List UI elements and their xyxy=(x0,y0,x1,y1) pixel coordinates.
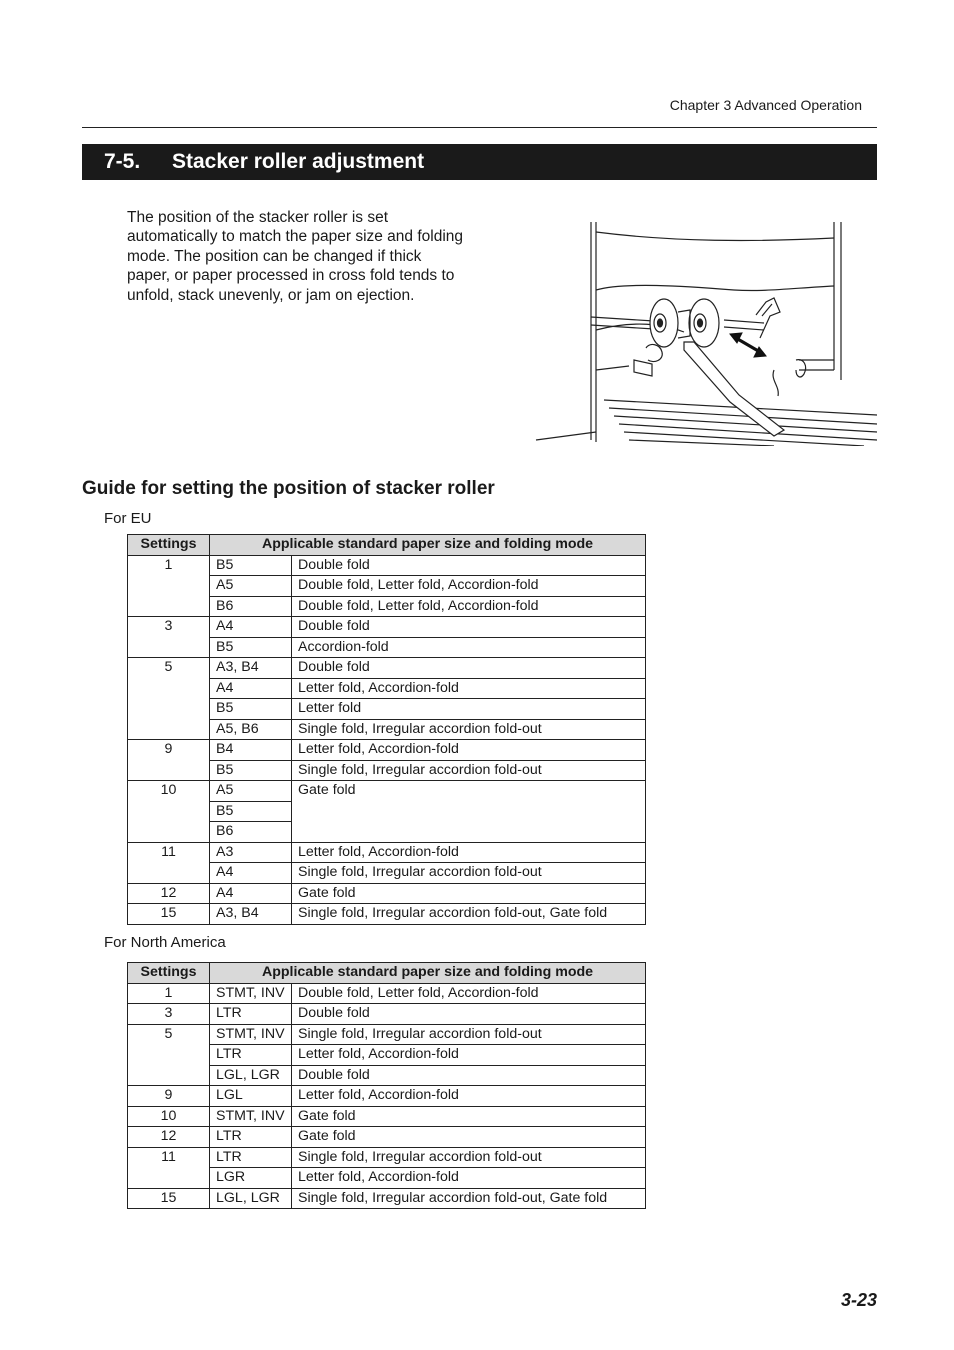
table-row xyxy=(128,740,646,761)
setting-cell: 10 xyxy=(128,781,210,843)
size-cell: STMT, INV xyxy=(210,1106,292,1127)
setting-cell: 15 xyxy=(128,904,210,925)
table-row xyxy=(128,1106,646,1127)
size-cell: LTR xyxy=(210,1147,292,1168)
mode-cell: Letter fold, Accordion-fold xyxy=(292,1168,646,1189)
mode-cell: Double fold xyxy=(292,658,646,679)
table-row xyxy=(128,658,646,679)
settings-header: Settings xyxy=(128,535,210,556)
table-row xyxy=(128,883,646,904)
mode-cell: Single fold, Irregular accordion fold-out xyxy=(292,719,646,740)
mode-cell: Letter fold, Accordion-fold xyxy=(292,740,646,761)
size-cell: LTR xyxy=(210,1004,292,1025)
setting-cell: 5 xyxy=(128,1024,210,1086)
mode-cell: Single fold, Irregular accordion fold-out xyxy=(292,1024,646,1045)
size-cell: A3 xyxy=(210,842,292,863)
table-row xyxy=(128,842,646,863)
setting-cell: 9 xyxy=(128,740,210,781)
size-cell: LGR xyxy=(210,1168,292,1189)
na-settings-table xyxy=(127,962,646,1209)
mode-cell: Letter fold, Accordion-fold xyxy=(292,1045,646,1066)
table-row xyxy=(128,781,646,802)
size-cell: B5 xyxy=(210,801,292,822)
eu-settings-table xyxy=(127,534,646,925)
eu-label: For EU xyxy=(104,510,152,527)
size-cell: B4 xyxy=(210,740,292,761)
mode-cell: Single fold, Irregular accordion fold-out xyxy=(292,1147,646,1168)
mode-cell: Double fold xyxy=(292,555,646,576)
mode-cell: Letter fold xyxy=(292,699,646,720)
size-cell: A5 xyxy=(210,781,292,802)
na-label: For North America xyxy=(104,934,226,951)
mode-cell: Letter fold, Accordion-fold xyxy=(292,1086,646,1107)
guide-heading: Guide for setting the position of stacker roller xyxy=(82,478,495,499)
setting-cell: 1 xyxy=(128,555,210,617)
mode-cell: Letter fold, Accordion-fold xyxy=(292,842,646,863)
table-row xyxy=(128,1188,646,1209)
setting-cell: 9 xyxy=(128,1086,210,1107)
table-header-row xyxy=(128,535,646,556)
size-cell: A4 xyxy=(210,883,292,904)
size-cell: B5 xyxy=(210,760,292,781)
size-cell: B5 xyxy=(210,699,292,720)
applicable-header: Applicable standard paper size and folding mode xyxy=(210,535,646,556)
setting-cell: 15 xyxy=(128,1188,210,1209)
table-row xyxy=(128,983,646,1004)
size-cell: B6 xyxy=(210,822,292,843)
setting-cell: 1 xyxy=(128,983,210,1004)
size-cell: STMT, INV xyxy=(210,1024,292,1045)
table-row xyxy=(128,555,646,576)
stacker-roller-illustration xyxy=(534,220,877,446)
mode-cell: Single fold, Irregular accordion fold-out xyxy=(292,863,646,884)
mode-cell: Single fold, Irregular accordion fold-out, Gate fold xyxy=(292,1188,646,1209)
setting-cell: 5 xyxy=(128,658,210,740)
mode-cell: Double fold, Letter fold, Accordion-fold xyxy=(292,983,646,1004)
header-rule xyxy=(82,127,877,128)
size-cell: LGL xyxy=(210,1086,292,1107)
applicable-header: Applicable standard paper size and folding mode xyxy=(210,963,646,984)
table-row xyxy=(128,1004,646,1025)
size-cell: A4 xyxy=(210,863,292,884)
mode-cell: Double fold, Letter fold, Accordion-fold xyxy=(292,576,646,597)
table-row xyxy=(128,617,646,638)
mode-cell: Double fold xyxy=(292,617,646,638)
setting-cell: 12 xyxy=(128,1127,210,1148)
mode-cell: Single fold, Irregular accordion fold-out, Gate fold xyxy=(292,904,646,925)
size-cell: A5 xyxy=(210,576,292,597)
intro-paragraph: The position of the stacker roller is set automatically to match the paper size and folding mode. The position can be changed if thick paper, or paper processed in cross fold tends to unfold, stack unevenly, or jam on ejection. xyxy=(127,209,464,304)
size-cell: A4 xyxy=(210,678,292,699)
mode-cell: Gate fold xyxy=(292,883,646,904)
section-number: 7-5. xyxy=(104,150,141,173)
size-cell: STMT, INV xyxy=(210,983,292,1004)
setting-cell: 3 xyxy=(128,617,210,658)
section-title: Stacker roller adjustment xyxy=(172,150,425,173)
setting-cell: 10 xyxy=(128,1106,210,1127)
table-row xyxy=(128,1086,646,1107)
table-row xyxy=(128,1127,646,1148)
size-cell: B5 xyxy=(210,637,292,658)
size-cell: LGL, LGR xyxy=(210,1065,292,1086)
setting-cell: 11 xyxy=(128,1147,210,1188)
size-cell: A3, B4 xyxy=(210,658,292,679)
table-row xyxy=(128,904,646,925)
mode-cell: Gate fold xyxy=(292,1106,646,1127)
size-cell: A3, B4 xyxy=(210,904,292,925)
section-title-bar xyxy=(82,144,877,180)
size-cell: B6 xyxy=(210,596,292,617)
mode-cell: Accordion-fold xyxy=(292,637,646,658)
mode-cell: Letter fold, Accordion-fold xyxy=(292,678,646,699)
chapter-header: Chapter 3 Advanced Operation xyxy=(669,97,862,113)
setting-cell: 11 xyxy=(128,842,210,883)
setting-cell: 12 xyxy=(128,883,210,904)
mode-cell: Double fold xyxy=(292,1004,646,1025)
setting-cell: 3 xyxy=(128,1004,210,1025)
mode-cell: Gate fold xyxy=(292,781,646,843)
settings-header: Settings xyxy=(128,963,210,984)
table-row xyxy=(128,1147,646,1168)
mode-cell: Gate fold xyxy=(292,1127,646,1148)
size-cell: B5 xyxy=(210,555,292,576)
size-cell: LTR xyxy=(210,1045,292,1066)
mode-cell: Double fold xyxy=(292,1065,646,1086)
page-number: 3-23 xyxy=(840,1290,877,1310)
size-cell: A5, B6 xyxy=(210,719,292,740)
mode-cell: Single fold, Irregular accordion fold-out xyxy=(292,760,646,781)
size-cell: LTR xyxy=(210,1127,292,1148)
table-header-row xyxy=(128,963,646,984)
size-cell: A4 xyxy=(210,617,292,638)
size-cell: LGL, LGR xyxy=(210,1188,292,1209)
mode-cell: Double fold, Letter fold, Accordion-fold xyxy=(292,596,646,617)
table-row xyxy=(128,1024,646,1045)
